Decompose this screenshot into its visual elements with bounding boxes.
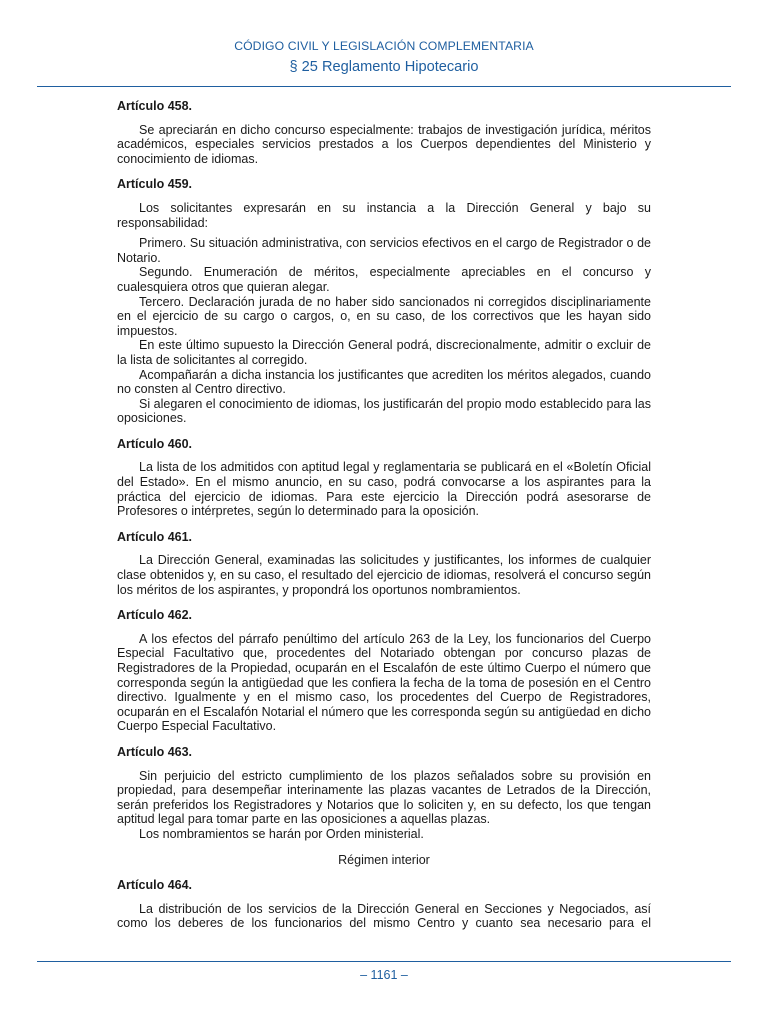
page-header <box>0 38 768 77</box>
book-title: CÓDIGO CIVIL Y LEGISLACIÓN COMPLEMENTARIA <box>234 39 534 53</box>
paragraph: A los efectos del párrafo penúltimo del artículo 263 de la Ley, los funcionarios del Cuerpo Especial Facultativo que, procedentes del Notariado obtengan por concurso plazas de Registradores de la Propiedad, ocuparán en el Escalafón de este último Cuerpo el número que corresponda según la antigüedad que les confiera la fecha de la toma de posesión en el Centro directivo. Igualmente y en el mismo caso, los procedentes del Cuerpo de Registradores, ocuparán en el Escalafón Notarial el número que les corresponda según su antigüedad en dicho Cuerpo Especial Facultativo. <box>117 631 651 734</box>
header-rule <box>37 86 731 87</box>
paragraph: La Dirección General, examinadas las solicitudes y justificantes, los informes de cualquier clase obtenidos y, en su caso, el resultado del ejercicio de idiomas, resolverá el concurso según los méritos de los aspirantes, y propondrá los oportunos nombramientos. <box>117 553 651 597</box>
paragraph: Sin perjuicio del estricto cumplimiento de los plazos señalados sobre su provisión en propiedad, para desempeñar interinamente las plazas vacantes de Letrados de la Dirección, serán preferidos los Registradores y Notarios que lo soliciten y, en su defecto, los que tengan aptitud legal para tomar parte en las oposiciones a aquellas plazas. <box>117 768 651 827</box>
article-heading: Artículo 459. <box>117 177 193 192</box>
article-heading: Artículo 463. <box>117 744 193 759</box>
article-heading: Artículo 460. <box>117 436 193 451</box>
paragraph: Los nombramientos se harán por Orden ministerial. <box>139 826 424 841</box>
page-number: – 1161 – <box>360 968 408 982</box>
article-heading: Artículo 458. <box>117 99 193 113</box>
paragraph: Acompañarán a dicha instancia los justificantes que acrediten los méritos alegados, cuando no consten al Centro directivo. <box>117 367 651 397</box>
paragraph: Primero. Su situación administrativa, con servicios efectivos en el cargo de Registrador o de Notario. <box>117 236 651 265</box>
article-heading: Artículo 461. <box>117 529 193 544</box>
paragraph: Segundo. Enumeración de méritos, especialmente apreciables en el concurso y cualesquiera otros que quieran alegar. <box>117 265 651 294</box>
paragraph: Si alegaren el conocimiento de idiomas, los justificarán del propio modo establecido para las oposiciones. <box>117 396 651 426</box>
paragraph: En este último supuesto la Dirección General podrá, discrecionalmente, admitir o excluir de la lista de solicitantes al corregido. <box>117 338 651 367</box>
document-body <box>117 99 651 931</box>
paragraph: Los solicitantes expresarán en su instancia a la Dirección General y bajo su responsabilidad: <box>117 200 651 230</box>
article-heading: Artículo 464. <box>117 878 193 893</box>
paragraph: Se apreciarán en dicho concurso especialmente: trabajos de investigación jurídica, méritos académicos, especiales servicios prestados a los Cuerpos dependientes del Ministerio y conocimiento de idiomas. <box>117 122 651 166</box>
paragraph: La distribución de los servicios de la Dirección General en Secciones y Negociados, así como los deberes de los funcionarios del mismo Centro y cuanto sea necesario para el <box>117 901 651 931</box>
subsection-heading: Régimen interior <box>338 852 430 867</box>
article-heading: Artículo 462. <box>117 608 193 623</box>
paragraph: Tercero. Declaración jurada de no haber sido sancionados ni corregidos disciplinariamente en el ejercicio de su cargo o cargos, o, en su caso, de los correctivos que les hayan sido impuestos. <box>117 294 651 338</box>
section-title: § 25 Reglamento Hipotecario <box>289 59 479 75</box>
footer-rule <box>37 961 731 962</box>
paragraph: La lista de los admitidos con aptitud legal y reglamentaria se publicará en el «Boletín Oficial del Estado». En el mismo anuncio, en su caso, podrá convocarse a los aspirantes para la práctica del ejercicio de idiomas. Para este ejercicio la Dirección podrá asesorarse de Profesores o intérpretes, según lo determinado para la oposición. <box>117 460 651 519</box>
